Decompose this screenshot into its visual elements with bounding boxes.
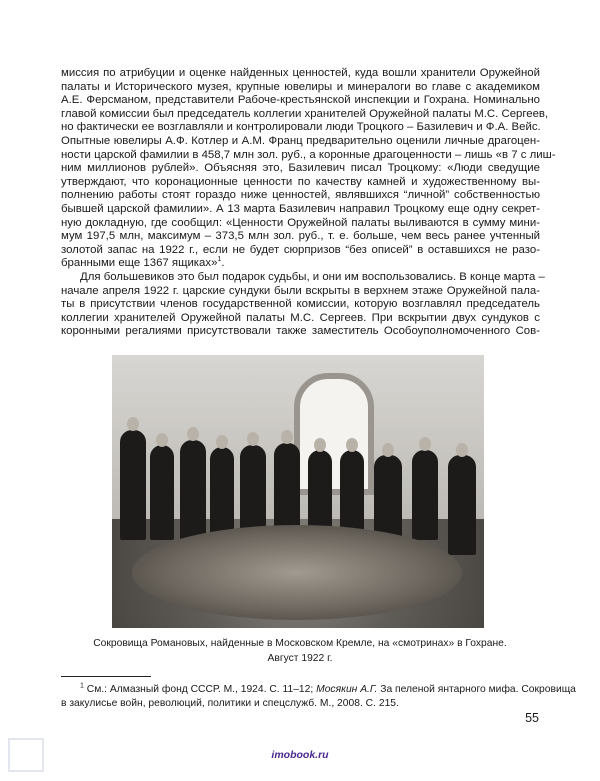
photo-head: [314, 438, 326, 452]
text-line: А.Е. Ферсманом, представители Рабоче-крестьянской инспекции и Гохрана. Номинально: [61, 94, 540, 107]
photo-head: [247, 432, 259, 446]
photo-table-with-treasures: [132, 525, 462, 620]
text-line: утверждают, что коронационные ценности по качеству камней и художественному вы-: [61, 175, 540, 188]
photo-head: [419, 437, 431, 451]
text-line: Для большевиков это был подарок судьбы, и они им воспользовались. В конце марта –: [80, 270, 545, 283]
photo-head: [216, 435, 228, 449]
text-line: мум 197,5 млн, максимум – 373,5 млн зол. руб., т. е. больше, чем весь ранее учтенный: [61, 230, 540, 243]
footnote-author: Мосякин А.Г.: [316, 684, 378, 695]
photo-head: [382, 443, 394, 457]
photo-person: [412, 450, 438, 540]
body-text: [61, 67, 556, 339]
photo-person: [448, 455, 476, 555]
page-number: 55: [525, 711, 539, 725]
footnote-text: За пеленой янтарного мифа. Сокровища: [380, 684, 576, 695]
text-line: начале апреля 1922 г. царские сундуки были вскрыты в верхнем этаже Оружейной пала-: [61, 284, 540, 297]
text-line-content: бранными еще 1367 ящиках»: [61, 257, 218, 270]
photo-person: [150, 445, 174, 540]
text-line: ним миллионов рублей». Объясняя это, Базилевич писал Троцкому: «Люди сведущие: [61, 162, 540, 175]
watermark-logo: [8, 738, 44, 772]
text-line: но фактически ее возглавляли и контролировали люди Троцкого – Базилевич и Ф.А. Вейс.: [61, 121, 541, 134]
photo-person: [120, 430, 146, 540]
footnote-line: [61, 682, 576, 697]
photo-caption-date: Август 1922 г.: [267, 653, 333, 664]
historical-photo: [112, 355, 484, 628]
text-line: палаты и Исторического музея, крупные ювелиры и минералоги во главе с академиком: [61, 80, 540, 93]
footnote-text: См.: Алмазный фонд СССР. М., 1924. С. 11–12;: [86, 684, 314, 695]
text-line: миссия по атрибуции и оценке найденных ценностей, куда вошли хранители Оружейной: [61, 67, 540, 79]
photo-person: [210, 447, 234, 539]
text-line: Опытные ювелиры А.Ф. Котлер и А.М. Франц предварительно оценили личные драгоцен-: [61, 134, 540, 147]
photo-person: [374, 455, 402, 540]
text-line: коронными регалиями присутствовали также заместитель Особоуполномоченного Сов-: [61, 325, 540, 338]
text-line: главой комиссии был председатель коллегии хранителей Оружейной палаты М.С. Сергеев,: [61, 107, 549, 120]
footnote-ref[interactable]: 1: [217, 256, 222, 264]
text-line: бранными еще 1367 ящиках»$^1$.: [61, 256, 225, 270]
site-link[interactable]: imobook.ru: [271, 749, 329, 761]
footnote-line: в закулисье войн, революций, политики и спецслужб. М., 2008. С. 215.: [61, 697, 399, 709]
footnote-number: 1: [80, 682, 84, 690]
photo-head: [187, 427, 199, 441]
text-line: полнению работы стоят гораздо ниже ценностей, являвшихся “личной” собственностью: [61, 189, 540, 202]
text-line: золотой запас на 1922 г., если не будет сюрпризов “без описей” в оставшихся не разо-: [61, 243, 540, 256]
photo-head: [456, 443, 468, 457]
text-line: ты в присутствии членов государственной комиссии, которую возглавлял председатель: [61, 298, 540, 311]
footnote-divider: [61, 676, 151, 677]
text-line: ную докладную, где сообщил: «Ценности Оружейной палаты выливаются в сумму мини-: [61, 216, 540, 229]
footnote: [61, 682, 576, 710]
text-line: коллегии хранителей Оружейной палаты М.С. Сергеев. При вскрытии двух сундуков с: [61, 311, 540, 324]
photo-person: [180, 440, 206, 540]
photo-head: [156, 433, 168, 447]
photo-head: [127, 417, 139, 431]
photo-head: [281, 430, 293, 444]
text-line: ности царской фамилии в 458,7 млн зол. руб., а коронные драгоценности – лишь «в 7 с лиш-: [61, 148, 556, 161]
photo-caption: Сокровища Романовых, найденные в Московском Кремле, на «смотринах» в Гохране.: [93, 638, 507, 649]
text-line: бывшей царской фамилии». А 13 марта Базилевич направил Троцкому еще одну секрет-: [61, 202, 540, 215]
photo-head: [346, 438, 358, 452]
